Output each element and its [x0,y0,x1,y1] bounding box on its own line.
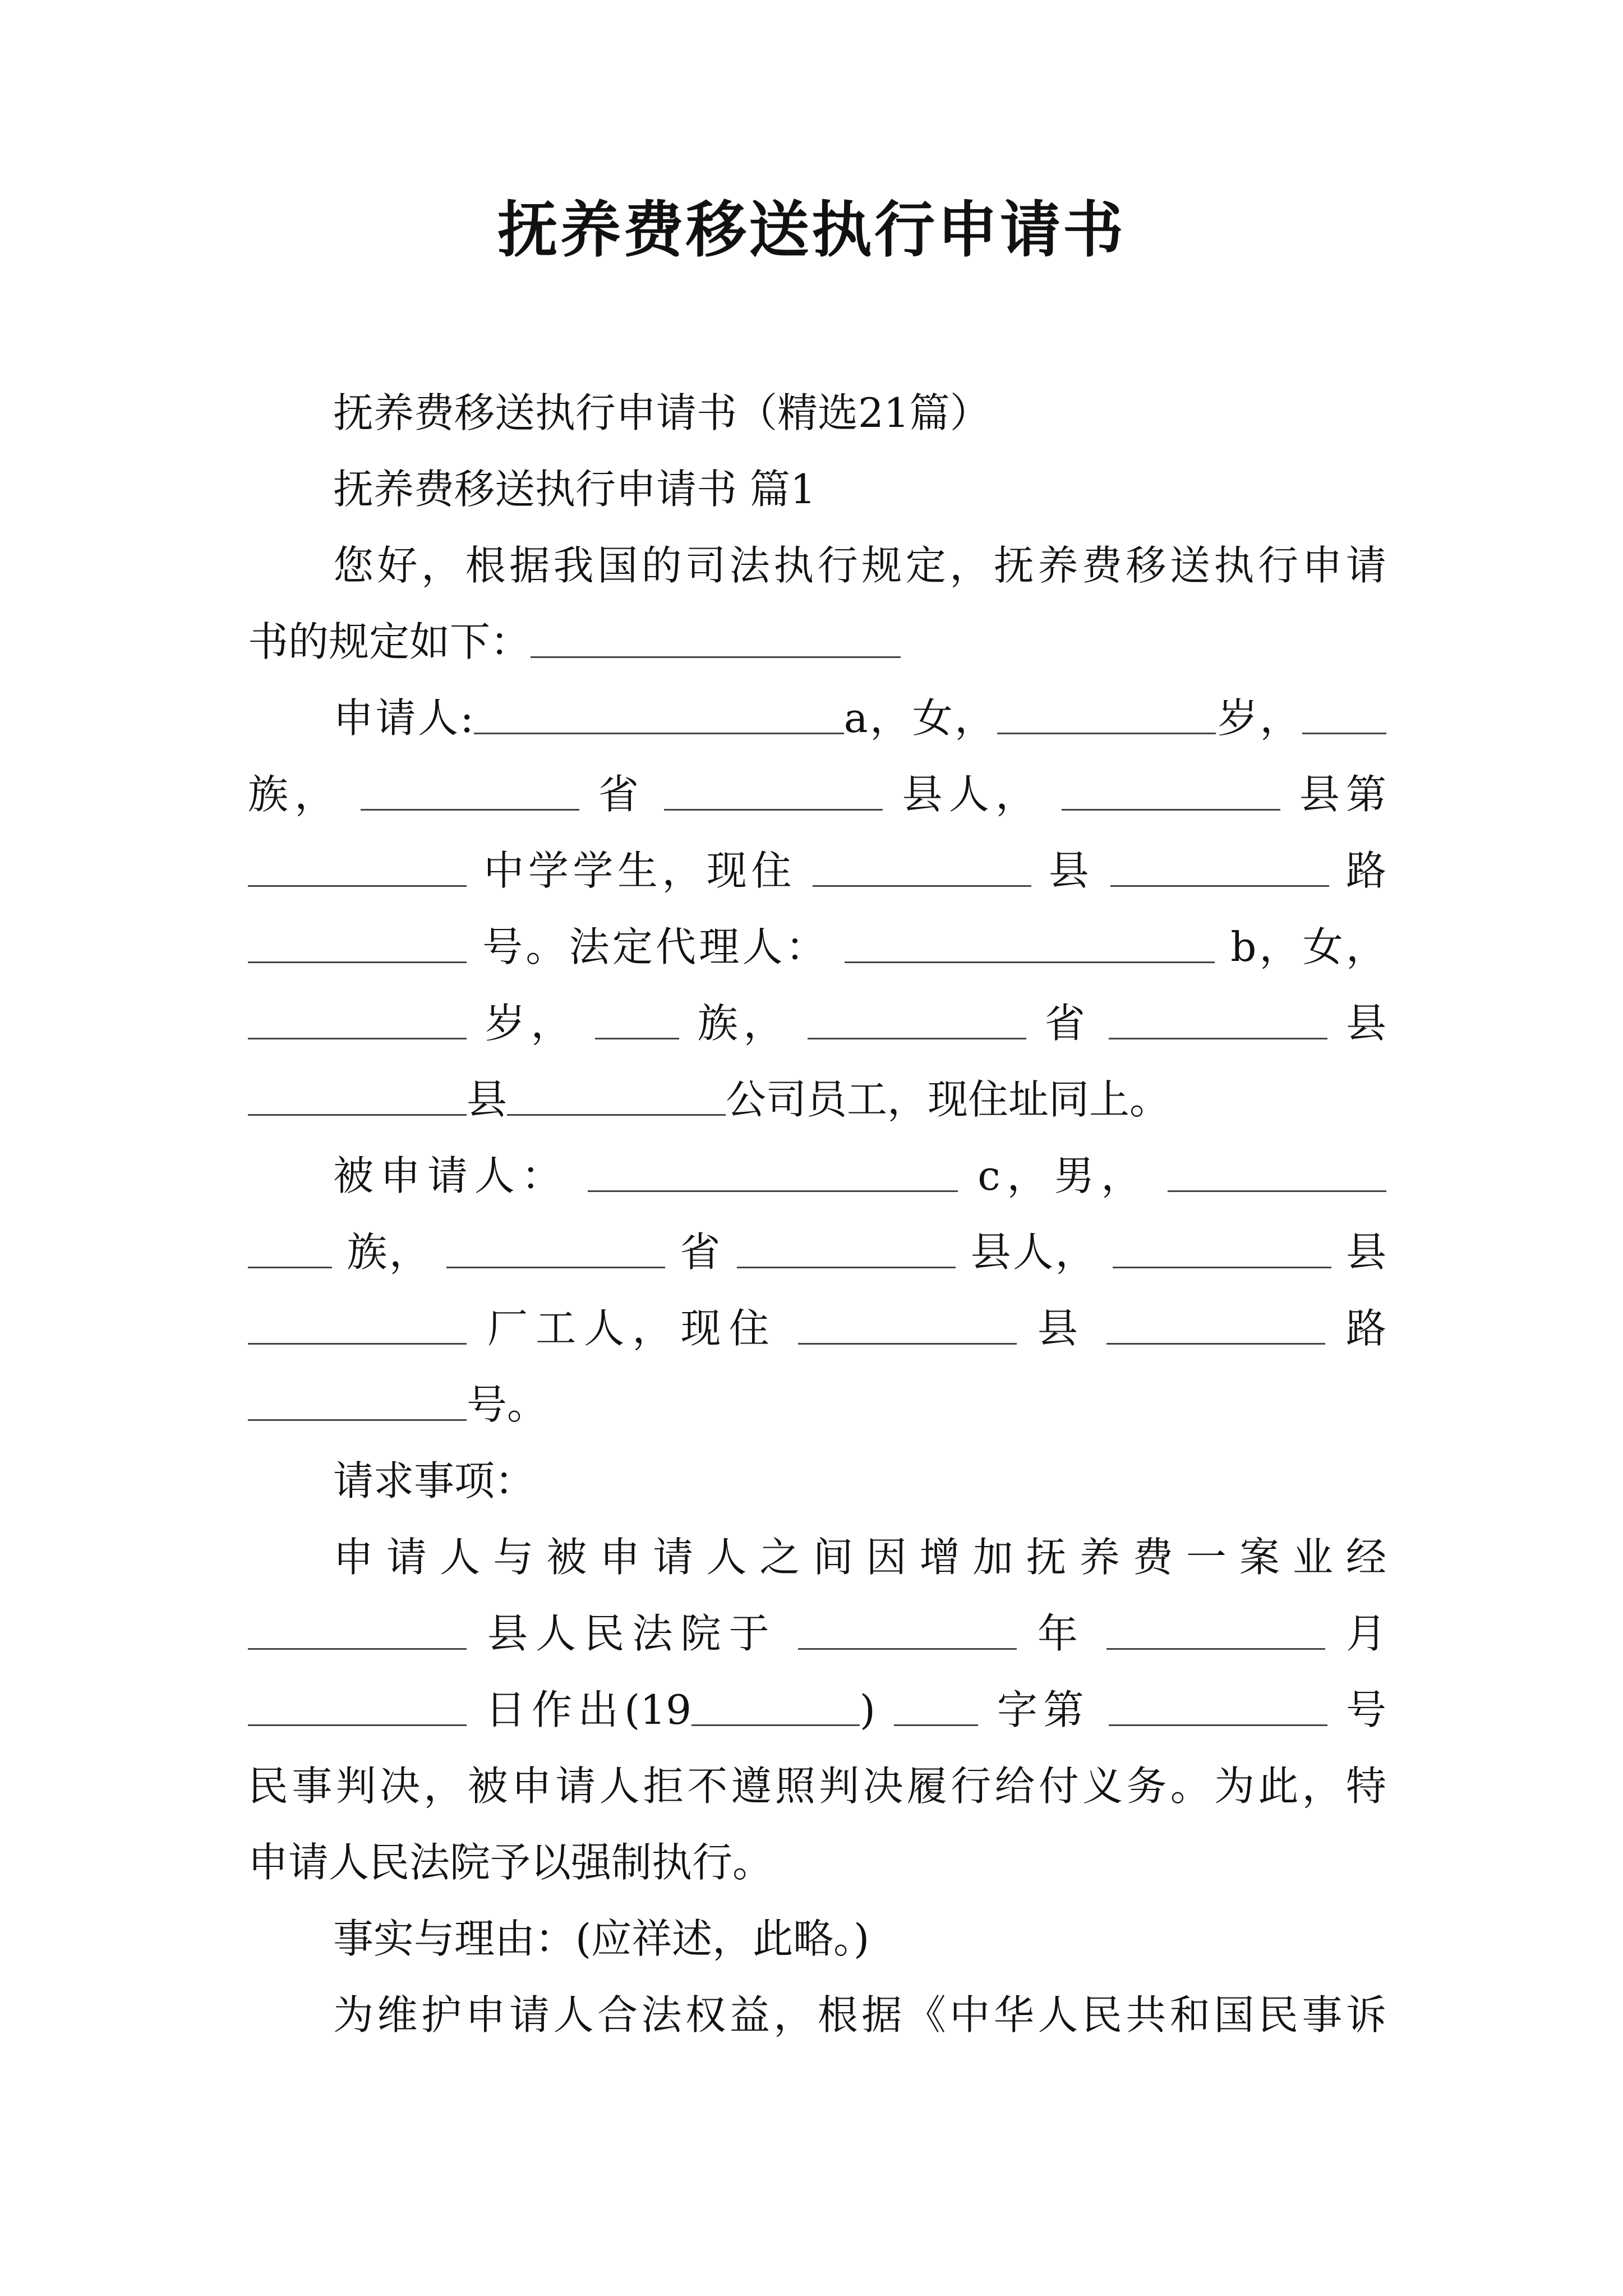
blank-field [1062,773,1280,811]
respondent-line-2: 族， 省 县人， 县 [248,1214,1386,1290]
blank-field [446,1231,665,1268]
subtitle: 抚养费移送执行申请书（精选21篇） [333,389,990,436]
request-line-3: 日作出(19 ) 字第 号 [248,1672,1386,1748]
section-heading: 抚养费移送执行申请书 篇1 [333,466,816,513]
blank-field [248,1688,467,1726]
intro-line-2: 书的规定如下： [248,604,1386,680]
respondent-line-3: 厂工人，现住 县 路 [248,1290,1386,1366]
document-body [248,375,1386,2053]
respondent-label: 被申请人： [333,1152,569,1199]
blank-field [248,1383,467,1421]
request-line-5: 申请人民法院予以强制执行。 [248,1839,773,1886]
applicant-line-6: 县 公司员工，现住址同上。 [248,1061,1386,1138]
blank-field [1109,1002,1327,1039]
blank-field [894,1688,978,1726]
blank-field [845,926,1215,963]
intro-line-1: 您好，根据我国的司法执行规定，抚养费移送执行申请 [333,542,1386,589]
blank-field [248,1307,467,1345]
respondent-line-1: 被申请人： c，男， [248,1138,1386,1214]
applicant-line-3: 中学学生，现住 县 路 [248,832,1386,909]
blank-field [691,1688,860,1726]
blank-field [474,697,844,734]
blank-field [1110,849,1329,887]
blank-field [1113,1231,1331,1268]
blank-field [361,773,579,811]
blank-field [798,1612,1017,1650]
applicant-line-4: 号。法定代理人： b，女， [248,909,1386,985]
blank-field [1106,1612,1325,1650]
blank-field [997,697,1216,734]
blank-field [507,1078,726,1116]
blank-field [248,1078,467,1116]
blank-field [248,926,467,963]
closing-line: 为维护申请人合法权益，根据《中华人民共和国民事诉 [333,1991,1386,2039]
blank-field [1168,1154,1386,1192]
blank-field [595,1002,679,1039]
request-line-4: 民事判决，被申请人拒不遵照判决履行给付义务。为此，特 [248,1763,1386,1810]
applicant-line-1: 申请人: a，女， 岁， [248,680,1386,756]
blank-field [737,1231,956,1268]
facts-line: 事实与理由：(应祥述，此略。) [333,1915,870,1962]
blank-field [1302,697,1386,734]
blank-field [798,1307,1017,1345]
document-title: 抚养费移送执行申请书 [497,195,1126,265]
applicant-line-2: 族， 省 县人， 县第 [248,771,1386,818]
blank-field [248,1612,467,1650]
blank-field [808,1002,1026,1039]
blank-field [248,1002,467,1039]
blank-field [1109,1688,1327,1726]
blank-field [588,1154,958,1192]
respondent-line-4: 号。 [248,1366,1386,1443]
blank-field [813,849,1031,887]
request-line-1: 申请人与被申请人之间因增加抚养费一案业经 [333,1534,1386,1581]
blank-field [248,1231,332,1268]
applicant-line-5: 岁， 族， 省 县 [248,985,1386,1061]
blank-field [531,620,901,658]
blank-field [664,773,883,811]
blank-field [248,849,467,887]
request-heading: 请求事项： [333,1457,536,1504]
applicant-label: 申请人: [333,694,474,742]
request-line-2: 县人民法院于 年 月 [248,1595,1386,1672]
blank-field [1106,1307,1325,1345]
